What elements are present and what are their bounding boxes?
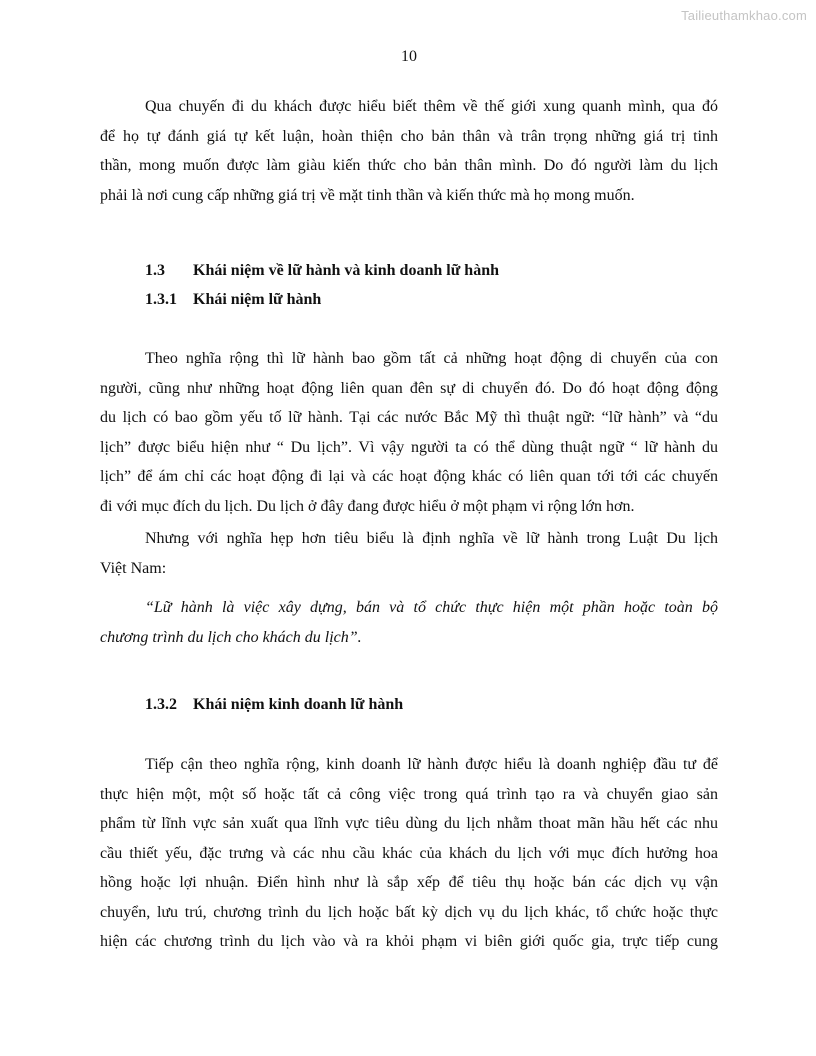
section-number: 1.3 bbox=[145, 262, 165, 279]
section-number: 1.3.1 bbox=[145, 291, 177, 308]
paragraph-2-line: lịch” được biểu hiện như “ Du lịch”. Vì vậy người ta có thể dùng thuật ngữ “ lữ hành du bbox=[100, 438, 718, 456]
paragraph-2-line: Theo nghĩa rộng thì lữ hành bao gồm tất cả những hoạt động di chuyển của con bbox=[145, 350, 718, 367]
paragraph-3 bbox=[100, 524, 718, 583]
watermark: Tailieuthamkhao.com bbox=[681, 8, 807, 23]
quote-line: “Lữ hành là việc xây dựng, bán và tổ chức thực hiện một phần hoặc toàn bộ bbox=[145, 599, 718, 616]
section-heading-1-3-1 bbox=[145, 285, 718, 315]
paragraph-3-line: Việt Nam: bbox=[100, 559, 167, 577]
section-heading-1-3 bbox=[145, 256, 718, 286]
paragraph-2-line: du lịch có bao gồm yếu tố lữ hành. Tại các nước Bắc Mỹ thì thuật ngữ: “lữ hành” và “du bbox=[100, 409, 718, 426]
paragraph-4-line: chuyển, lưu trú, chương trình du lịch hoặc bất kỳ dịch vụ du lịch khác, tổ chức hoặc thực bbox=[100, 903, 718, 921]
paragraph-2-line: lịch” để ám chỉ các hoạt động đi lại và các hoạt động khác có liên quan tới tới các chuyến bbox=[100, 468, 718, 485]
paragraph-1-line: thần, mong muốn được làm giàu kiến thức cho bản thân mình. Do đó người làm du lịch bbox=[100, 157, 718, 174]
section-title: Khái niệm về lữ hành và kinh doanh lữ hành bbox=[193, 262, 499, 279]
paragraph-4-line: thực hiện một, một số hoặc tất cả công việc trong quá trình tạo ra và chuyển giao sản bbox=[100, 785, 718, 803]
section-heading-1-3-2 bbox=[145, 690, 718, 720]
paragraph-4 bbox=[100, 750, 718, 957]
paragraph-4-line: hiện các chương trình du lịch vào và ra khỏi phạm vi biên giới quốc gia, trực tiếp cung bbox=[100, 933, 718, 950]
section-title: Khái niệm lữ hành bbox=[193, 291, 322, 308]
paragraph-3-line: Nhưng với nghĩa hẹp hơn tiêu biểu là định nghĩa về lữ hành trong Luật Du lịch bbox=[145, 530, 718, 547]
paragraph-4-line: phẩm từ lĩnh vực sản xuất qua lĩnh vực tiêu dùng du lịch nhằm thoat mãn hầu hết các nhu bbox=[100, 815, 718, 832]
paragraph-2-line: người, cũng như những hoạt động liên quan đên sự di chuyển đó. Do đó hoạt động động bbox=[100, 379, 718, 397]
paragraph-2 bbox=[100, 344, 718, 521]
section-title: Khái niệm kinh doanh lữ hành bbox=[193, 696, 404, 713]
paragraph-4-line: cầu thiết yếu, đặc trưng và các nhu cầu khác của khách du lịch với mục đích hưởng hoa bbox=[100, 844, 718, 862]
definition-quote bbox=[100, 593, 718, 652]
paragraph-4-line: hồng hoặc lợi nhuận. Điển hình như là sắp xếp để tiêu thụ hoặc bán các dịch vụ vận bbox=[100, 874, 718, 891]
paragraph-1-line: Qua chuyến đi du khách được hiểu biết thêm về thế giới xung quanh mình, qua đó bbox=[145, 98, 718, 115]
paragraph-1-line: phải là nơi cung cấp những giá trị về mặt tinh thần và kiến thức mà họ mong muốn. bbox=[100, 186, 635, 204]
paragraph-1-line: để họ tự đánh giá tự kết luận, hoàn thiện cho bản thân và trân trọng những giá trị tinh bbox=[100, 127, 718, 145]
paragraph-1 bbox=[100, 92, 718, 210]
section-number: 1.3.2 bbox=[145, 696, 177, 713]
paragraph-2-line: đi với mục đích du lịch. Du lịch ở đây đang được hiểu ở một phạm vi rộng lớn hơn. bbox=[100, 497, 635, 515]
paragraph-4-line: Tiếp cận theo nghĩa rộng, kinh doanh lữ hành được hiểu là doanh nghiệp đầu tư để bbox=[145, 756, 718, 773]
quote-line: chương trình du lịch cho khách du lịch”. bbox=[100, 628, 362, 646]
page-number: 10 bbox=[401, 48, 417, 65]
